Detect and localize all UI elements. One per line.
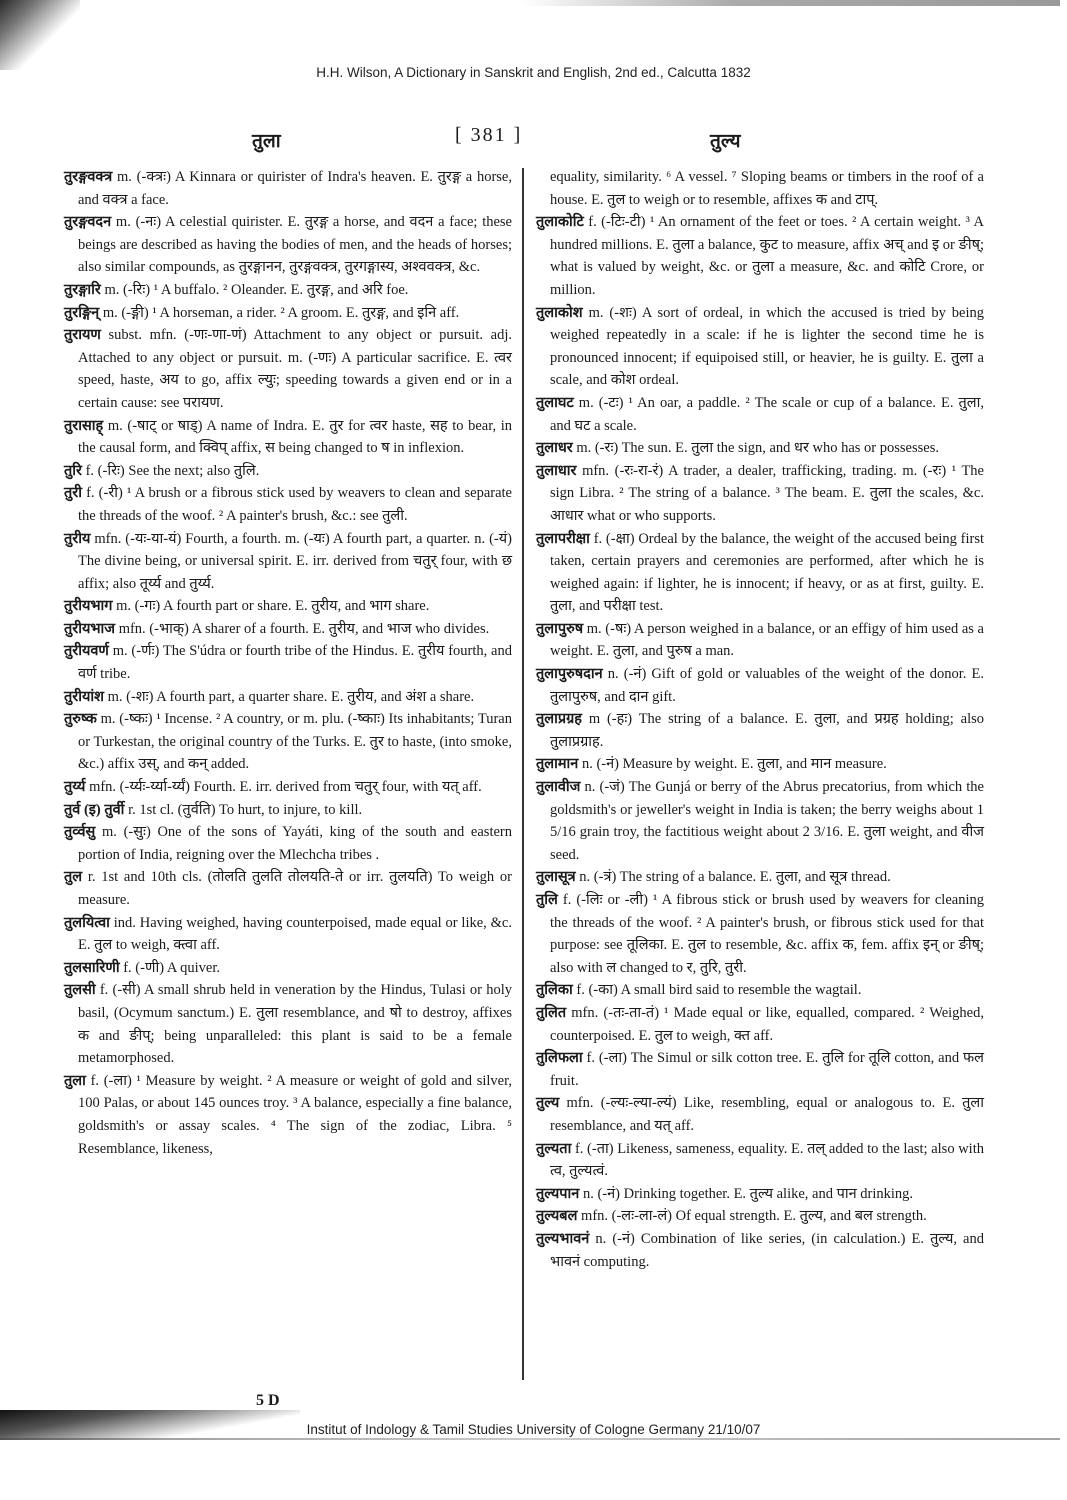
dictionary-entry (536, 889, 984, 979)
entry-headword: तुरङ्गवदन (64, 214, 112, 231)
dictionary-entry (64, 302, 512, 325)
page-number: [ 381 ] (455, 124, 523, 146)
entry-definition: mfn. (-ल्यः-ल्या-ल्यं) Like, resembling, equal or analogous to. E. तुला resemblance, and यत् aff. (550, 1095, 984, 1134)
dictionary-entry (536, 753, 984, 776)
entry-definition: m. (-षः) A person weighed in a balance, or an effigy of him used as a weight. E. तुला, and पुरुष a man. (550, 620, 984, 660)
entry-headword: तुल्यभावनं (536, 1230, 590, 1247)
entry-definition: f. (-सी) A small shrub held in veneration by the Hindus, Tulasi or holy basil, (Ocymum sanctum.) E. तुला resemblance, and षो to destroy, affixes क and ङीप्; being unparalleled: this plant is said to be a female metamorphosed. (78, 982, 512, 1067)
entry-headword: तुरङ्गारि (64, 281, 101, 298)
entry-definition: f. (-लिः or -ली) ¹ A fibrous stick or brush used by weavers for cleaning the threads of the woof. ² A painter's brush, or fibrous stick used for that purpose: see तूलिका. E. तुल to resemble, &c. affix क, fem. affix इन् or ङीष्; also with ल changed to र, तुरि, तुरी. (550, 892, 984, 976)
dictionary-entry (536, 1228, 984, 1273)
entry-headword: तुलि (536, 892, 558, 908)
entry-headword: तुरुष्क (64, 711, 97, 728)
entry-definition: n. (-नं) Combination of like series, (in calculation.) E. तुल्य, and भावनं computing. (550, 1230, 984, 1270)
source-citation: H.H. Wilson, A Dictionary in Sanskrit and English, 2nd ed., Calcutta 1832 (316, 65, 751, 80)
dictionary-entry (64, 957, 512, 980)
entry-definition: n. (-नं) Gift of gold or valuables of the weight of the donor. E. तुलापुरुष, and दान gift. (550, 666, 984, 705)
entry-definition: m (-हः) The string of a balance. E. तुला, and प्रग्रह holding; also तुलाप्रग्राह. (550, 711, 984, 750)
entry-headword: तुलिका (536, 982, 573, 999)
entry-definition: m. (-ङ्गी) ¹ A horseman, a rider. ² A groom. E. तुरङ्ग, and इनि aff. (99, 304, 460, 321)
entry-headword: तुल्यपान (536, 1185, 580, 1202)
column-divider (522, 168, 524, 1380)
entry-definition: f. (-टिः-टी) ¹ An ornament of the feet or toes. ² A certain weight. ³ A hundred millions. E. तुला a balance, कुट to measure, affix अच् and इ or ङीष्; what is valued by weight, &c. or तुला a measure, &c. and कोटि Crore, or million. (550, 214, 984, 298)
dictionary-entry (64, 686, 512, 709)
dictionary-entry (536, 1138, 984, 1183)
entry-definition: mfn. (-तः-ता-तं) ¹ Made equal or like, equalled, compared. ² Weighed, counterpoised. E. तुल to weigh, क्त aff. (550, 1004, 984, 1044)
running-head-right: तुल्य (710, 131, 741, 152)
dictionary-entry (64, 640, 512, 685)
entry-headword: तुरीयभाज (64, 620, 116, 637)
dictionary-entry (536, 1047, 984, 1092)
footer-credit: Institut of Indology & Tamil Studies University of Cologne Germany 21/10/07 (306, 1422, 761, 1437)
entry-headword: तुलाधार (536, 462, 577, 479)
scan-edge (0, 1438, 1060, 1440)
dictionary-entry (536, 866, 984, 889)
entry-definition: n. (-नं) Measure by weight. E. तुला, and मान measure. (578, 756, 887, 773)
entry-headword: तुलाकोश (536, 304, 583, 321)
entry-definition: mfn. (-भाक्) A sharer of a fourth. E. तुरीय, and भाज who divides. (115, 620, 490, 637)
dictionary-entry (536, 1002, 984, 1047)
scan-shadow (0, 0, 80, 70)
entry-headword: तुल्यता (536, 1140, 572, 1157)
entry-definition: equality, similarity. ⁶ A vessel. ⁷ Sloping beams or timbers in the roof of a house. E. तुल to weigh or to resemble, affixes क and टाप्. (550, 169, 984, 208)
entry-headword: तुर्व (इ) तुर्वी (64, 801, 125, 818)
entry-headword: तुर्व्वसु (64, 824, 96, 841)
entry-headword: तुलासूत्र (536, 869, 576, 886)
entry-headword: तुलापुरुष (536, 620, 584, 637)
running-head-left: तुला (252, 131, 281, 152)
dictionary-entry (64, 866, 512, 911)
dictionary-entry (64, 482, 512, 527)
entry-definition: f. (-री) ¹ A brush or a fibrous stick used by weavers to clean and separate the threads of the woof. ² A painter's brush, &c.: see तुली. (78, 485, 512, 524)
entry-definition: f. (-ता) Likeness, sameness, equality. E. तल् added to the last; also with त्व, तुल्यत्वं. (550, 1140, 984, 1180)
dictionary-entry (536, 776, 984, 866)
entry-headword: तुलापुरुषदान (536, 666, 603, 683)
dictionary-entry (536, 392, 984, 437)
dictionary-entry (536, 708, 984, 753)
entry-definition: mfn. (-रः-रा-रं) A trader, a dealer, trafficking, trading. m. (-रः) ¹ The sign Libra. ² The string of a balance. ³ The beam. E. तुला the scales, &c. आधार what or who supports. (550, 462, 984, 524)
entry-headword: तुरायण (64, 327, 101, 344)
entry-definition: m. (-षाट् or षाड्) A name of Indra. E. तुर for त्वर haste, सह to bear, in the causal form, and क्विप् affix, स being changed to ष in inflexion. (78, 417, 512, 457)
dictionary-entry (536, 460, 984, 528)
entry-headword: तुल (64, 869, 83, 886)
entry-definition: n. (-त्रं) The string of a balance. E. तुला, and सूत्र thread. (575, 869, 891, 886)
entry-definition: m. (-शः) A sort of ordeal, in which the accused is tried by being weighed repeatedly in a scale: if he is lighter the second time he is pronounced innocent; if equipoised still, or heavier, he is guilty. E. तुला a scale, and कोश ordeal. (550, 304, 984, 389)
entry-definition: m. (-रिः) ¹ A buffalo. ² Oleander. E. तुरङ्ग, and अरि foe. (100, 281, 409, 298)
dictionary-entry (64, 618, 512, 641)
entry-definition: f. (-ला) ¹ Measure by weight. ² A measure or weight of gold and silver, 100 Palas, or about 145 ounces troy. ³ A balance, especially a fine balance, goldsmith's or assay scales. ⁴ The sign of the zodiac, Libra. ⁵ Resemblance, likeness, (78, 1072, 512, 1157)
dictionary-entry (64, 708, 512, 776)
dictionary-entry (536, 1205, 984, 1228)
entry-definition: n. (-जं) The Gunjá or berry of the Abrus precatorius, from which the goldsmith's or jeweller's weight in India is taken; the berry weighs about 1 5/16 grain troy, the factitious weight about 2 3/16. E. तुला weight, and वीज seed. (550, 779, 984, 863)
dictionary-entry (64, 279, 512, 302)
entry-headword: तुलावीज (536, 779, 581, 796)
entry-headword: तुलाधर (536, 440, 573, 457)
dictionary-entry (536, 166, 984, 211)
entry-definition: m. (-सुः) One of the sons of Yayáti, king of the south and eastern portion of India, reigning over the Mlechcha tribes . (78, 824, 512, 863)
entry-definition: m. (-नः) A celestial quirister. E. तुरङ्ग a horse, and वदन a face; these beings are described as having the bodies of men, and the heads of horses; also similar compounds, as तुरङ्गानन, तुरङ्गवक्त्र, तुरगङ्गास्य, अश्ववक्त्र, &c. (78, 214, 512, 276)
entry-definition: mfn. (-यः-या-यं) Fourth, a fourth. m. (-यः) A fourth part, a quarter. n. (-यं) The divine being, or universal spirit. E. irr. derived from चतुर् four, with छ affix; also तूर्य्य and तुर्य्य. (78, 530, 512, 592)
entry-headword: तुलाकोटि (536, 214, 584, 231)
entry-headword: तुलसी (64, 982, 96, 999)
signature-mark: 5 D (256, 1392, 280, 1409)
entry-headword: तुरि (64, 462, 82, 479)
entry-headword: तुल्य (536, 1095, 560, 1112)
entry-definition: r. 1st cl. (तुर्वति) To hurt, to injure, to kill. (124, 801, 363, 818)
dictionary-entry (536, 302, 984, 392)
entry-headword: तुलसारिणी (64, 959, 120, 976)
right-column (536, 166, 984, 1273)
entry-definition: f. (-का) A small bird said to resemble the wagtail. (572, 982, 862, 999)
entry-definition: mfn. (-लः-ला-लं) Of equal strength. E. तुल्य, and बल strength. (577, 1208, 927, 1225)
entry-headword: तुलाघट (536, 394, 574, 411)
dictionary-entry (64, 912, 512, 957)
entry-definition: m. (-ष्कः) ¹ Incense. ² A country, or m. plu. (-ष्काः) Its inhabitants; Turan or Turkestan, the original country of the Turks. E. तुर to haste, (into smoke, &c.) affix उस्, and कन् added. (78, 711, 512, 773)
entry-headword: तुर्य्य (64, 779, 86, 796)
dictionary-entry (536, 618, 984, 663)
entry-definition: subst. mfn. (-णः-णा-णं) Attachment to any object or pursuit. adj. Attached to any object or pursuit. m. (-णः) A particular sacrifice. E. त्वर speed, haste, अय to go, affix ल्युः; speeding towards a given end or in a certain cause: see परायण. (78, 327, 512, 411)
dictionary-entry (64, 595, 512, 618)
dictionary-entry (64, 211, 512, 279)
entry-headword: तुरी (64, 485, 82, 502)
dictionary-entry (64, 776, 512, 799)
entry-headword: तुरङ्गवक्त्र (64, 169, 113, 185)
dictionary-entry (536, 1092, 984, 1137)
entry-definition: f. (-ला) The Simul or silk cotton tree. E. तुलि for तूलि cotton, and फल fruit. (550, 1050, 984, 1089)
entry-headword: तुलाप्रग्रह (536, 711, 582, 728)
dictionary-entry (64, 979, 512, 1069)
dictionary-entry (64, 528, 512, 596)
entry-headword: तुलित (536, 1004, 567, 1021)
entry-definition: m. (-क्त्रः) A Kinnara or quirister of Indra's heaven. E. तुरङ्ग a horse, and वक्त्र a face. (78, 169, 512, 208)
entry-headword: तुरीयांश (64, 688, 104, 705)
entry-definition: f. (-रिः) See the next; also तुलि. (81, 462, 260, 479)
entry-definition: m. (-गः) A fourth part or share. E. तुरीय, and भाग share. (112, 598, 430, 615)
dictionary-entry (64, 821, 512, 866)
entry-definition: f. (-णी) A quiver. (119, 959, 221, 976)
dictionary-entry (536, 528, 984, 618)
entry-definition: f. (-क्षा) Ordeal by the balance, the weight of the accused being first taken, certain prayers and ceremonies are performed, after which he is weighed again: if lighter, he is innocent; if heavy, or as at first, guilty. E. तुला, and परीक्षा test. (550, 530, 984, 615)
dictionary-entry (536, 211, 984, 301)
entry-definition: r. 1st and 10th cls. (तोलति तुलति तोलयति-ते or irr. तुलयति) To weigh or measure. (78, 869, 512, 908)
entry-headword: तुल्यबल (536, 1208, 578, 1225)
entry-definition: ind. Having weighed, having counterpoised, made equal or like, &c. E. तुल to weigh, क्त्वा aff. (78, 914, 512, 954)
dictionary-entry (536, 437, 984, 460)
entry-definition: n. (-नं) Drinking together. E. तुल्य alike, and पान drinking. (579, 1185, 914, 1202)
entry-definition: m. (-टः) ¹ An oar, a paddle. ² The scale or cup of a balance. E. तुला, and घट a scale. (550, 394, 984, 434)
entry-headword: तुरीयवर्ण (64, 643, 109, 660)
dictionary-entry (536, 1183, 984, 1206)
dictionary-entry (64, 324, 512, 414)
dictionary-entry (64, 166, 512, 211)
entry-headword: तुलापरीक्षा (536, 530, 590, 547)
entry-headword: तुलिफला (536, 1050, 583, 1067)
left-column (64, 166, 512, 1160)
dictionary-entry (536, 979, 984, 1002)
entry-definition: m. (-शः) A fourth part, a quarter share. E. तुरीय, and अंश a share. (103, 688, 475, 705)
entry-headword: तुला (64, 1072, 86, 1089)
dictionary-entry (64, 460, 512, 483)
dictionary-entry (64, 799, 512, 822)
scan-edge (520, 0, 1060, 6)
dictionary-entry (64, 415, 512, 460)
dictionary-entry (64, 1070, 512, 1160)
entry-definition: m. (-र्णः) The S'údra or fourth tribe of the Hindus. E. तुरीय fourth, and वर्ण tribe. (78, 643, 512, 683)
entry-headword: तुलयित्वा (64, 914, 110, 931)
entry-definition: m. (-रः) The sun. E. तुला the sign, and धर who has or possesses. (572, 440, 939, 457)
entry-definition: mfn. (-र्य्यः-र्य्या-र्य्यं) Fourth. E. irr. derived from चतुर् four, with यत् aff. (85, 779, 482, 796)
entry-headword: तुलामान (536, 756, 579, 773)
dictionary-entry (536, 663, 984, 708)
entry-headword: तुरङ्गिन् (64, 304, 100, 321)
entry-headword: तुरासाह् (64, 417, 104, 434)
entry-headword: तुरीय (64, 530, 91, 547)
entry-headword: तुरीयभाग (64, 598, 113, 615)
